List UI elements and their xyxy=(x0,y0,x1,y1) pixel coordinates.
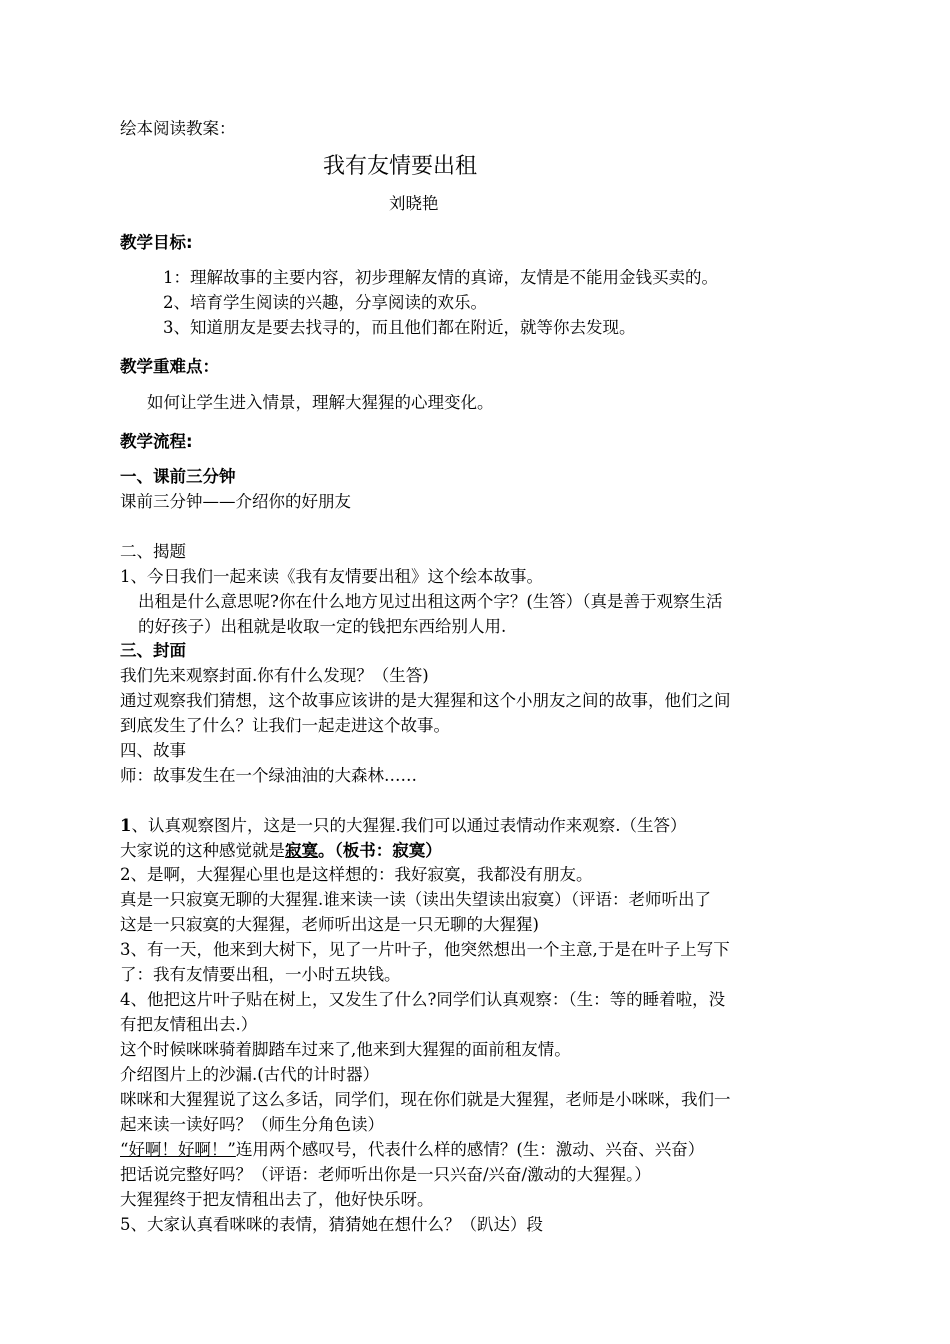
process-heading: 教学流程: xyxy=(120,432,193,451)
line-text: 大家说的这种感觉就是 xyxy=(120,841,285,860)
paragraph-line: 到底发生了什么？让我们一起走进这个故事。 xyxy=(120,716,450,735)
paragraph-line: 起来读一读好吗？（师生分角色读） xyxy=(120,1115,384,1134)
goal-item: 3、知道朋友是要去找寻的，而且他们都在附近，就等你去发现。 xyxy=(163,318,636,337)
paragraph-line: 课前三分钟——介绍你的好朋友 xyxy=(120,492,351,511)
section-heading: 三、封面 xyxy=(120,641,186,660)
document-title: 我有友情要出租 xyxy=(323,154,478,179)
author-name: 刘晓艳 xyxy=(389,194,439,213)
paragraph-line xyxy=(120,815,686,837)
paragraph-line: 这是一只寂寞的大猩猩，老师听出这是一只无聊的大猩猩) xyxy=(120,915,539,934)
goal-item: 2、培育学生阅读的兴趣，分享阅读的欢乐。 xyxy=(163,293,487,312)
paragraph-line: 1、今日我们一起来读《我有友情要出租》这个绘本故事。 xyxy=(120,567,543,586)
keyword-emphasis: 寂寞 xyxy=(285,841,318,860)
paragraph-line: 有把友情租出去.） xyxy=(120,1015,258,1034)
paragraph-line: 介绍图片上的沙漏.(古代的计时器） xyxy=(120,1065,380,1084)
difficulty-text: 如何让学生进入情景，理解大猩猩的心理变化。 xyxy=(147,393,494,412)
paragraph-line: 真是一只寂寞无聊的大猩猩.谁来读一读（读出失望读出寂寞）（评语：老师听出了 xyxy=(120,890,711,909)
paragraph-line: 师：故事发生在一个绿油油的大森林…… xyxy=(120,766,417,785)
paragraph-line: 咪咪和大猩猩说了这么多话，同学们，现在你们就是大猩猩，老师是小咪咪，我们一 xyxy=(120,1090,731,1109)
line-text: 、认真观察图片，这是一只的大猩猩.我们可以通过表情动作来观察.（生答） xyxy=(131,816,687,835)
paragraph-line: 通过观察我们猜想，这个故事应该讲的是大猩猩和这个小朋友之间的故事，他们之间 xyxy=(120,691,731,710)
paragraph-line: 把话说完整好吗？（评语：老师听出你是一只兴奋/兴奋/激动的大猩猩。） xyxy=(120,1165,651,1184)
line-text: 连用两个感叹号，代表什么样的感情？(生：激动、兴奋、兴奋） xyxy=(235,1140,705,1159)
paragraph-line: 了：我有友情要出租，一小时五块钱。 xyxy=(120,965,401,984)
paragraph-line xyxy=(120,1139,704,1161)
section-heading: 二、揭题 xyxy=(120,542,186,561)
section-heading: 一、课前三分钟 xyxy=(120,467,236,486)
step-number: 1 xyxy=(120,816,132,835)
doc-type-label: 绘本阅读教案： xyxy=(120,119,236,138)
paragraph-line: 2、是啊，大猩猩心里也是这样想的：我好寂寞，我都没有朋友。 xyxy=(120,865,593,884)
paragraph-line: 这个时候咪咪骑着脚踏车过来了,他来到大猩猩的面前租友情。 xyxy=(120,1040,571,1059)
goals-heading: 教学目标: xyxy=(120,233,193,252)
quoted-exclamation: “好啊！好啊！” xyxy=(120,1140,236,1159)
paragraph-line: 大猩猩终于把友情租出去了，他好快乐呀。 xyxy=(120,1190,434,1209)
paragraph-line: 3、有一天，他来到大树下，见了一片叶子，他突然想出一个主意,于是在叶子上写下 xyxy=(120,940,730,959)
paragraph-line xyxy=(120,840,442,862)
section-heading: 四、故事 xyxy=(120,741,186,760)
paragraph-line: 我们先来观察封面.你有什么发现？（生答) xyxy=(120,666,429,685)
board-note: 。（板书：寂寞） xyxy=(318,841,442,860)
paragraph-line: 5、大家认真看咪咪的表情，猜猜她在想什么？（趴达）段 xyxy=(120,1215,543,1234)
paragraph-line: 出租是什么意思呢?你在什么地方见过出租这两个字？(生答）（真是善于观察生活 xyxy=(138,592,723,611)
paragraph-line: 的好孩子）出租就是收取一定的钱把东西给别人用. xyxy=(138,617,507,636)
goal-item: 1：理解故事的主要内容，初步理解友情的真谛，友情是不能用金钱买卖的。 xyxy=(163,268,718,287)
paragraph-line: 4、他把这片叶子贴在树上，又发生了什么?同学们认真观察：（生：等的睡着啦，没 xyxy=(120,990,726,1009)
difficulty-heading: 教学重难点： xyxy=(120,357,219,376)
